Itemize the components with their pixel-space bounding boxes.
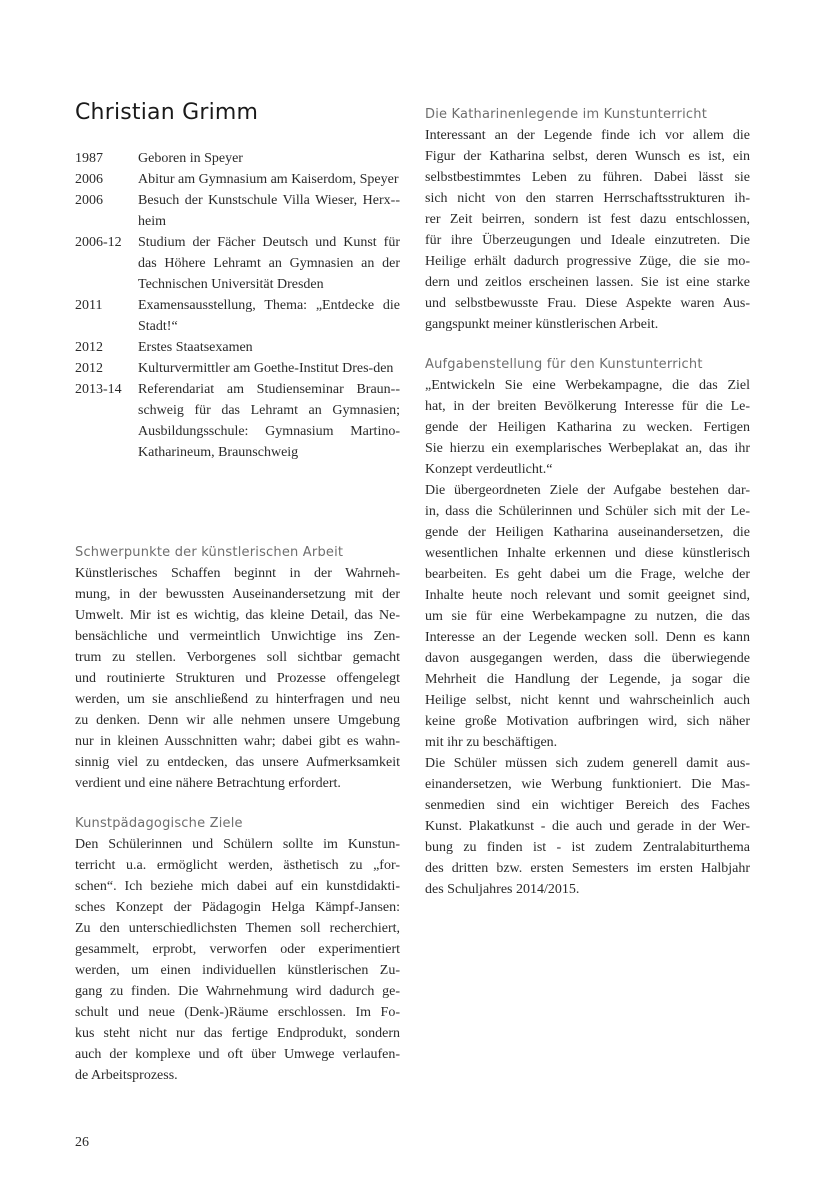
section-title-ziele: Kunstpädagogische Ziele <box>75 816 243 831</box>
text-line: zu denken. Denn wir alle nehmen unsere Umgebung <box>75 713 400 728</box>
bio-text: Kulturvermittler am Goethe-Institut Dres-den <box>138 361 394 376</box>
text-line: Den Schülerinnen und Schülern sollte im Kunstun- <box>75 837 400 852</box>
text-line: werden, um sie anschließend zu hinterfragen und neu <box>75 692 400 707</box>
biography-list <box>75 148 400 463</box>
text-line: Interesse an der Legende wecken soll. Denn es kann <box>425 630 750 645</box>
bio-text: Studium der Fächer Deutsch und Kunst für das Höhere Lehramt an Gymnasien an der Technischen Universität Dresden <box>138 235 400 292</box>
text-line: schen“. Ich beziehe mich dabei auf ein kunstdidakti- <box>75 879 400 894</box>
bio-year: 2012 <box>75 361 103 376</box>
bio-entry <box>75 169 400 190</box>
text-line: für ihre Überzeugungen und Ideale einzutreten. Die <box>425 233 750 248</box>
text-line: Sie hierzu ein exemplarisches Werbeplakat an, das ihr <box>425 441 750 456</box>
text-line: nur in kleinen Ausschnitten wahr; dabei gibt es wahn- <box>75 734 400 749</box>
text-line: auch der komplexe und oft über Umwege verlaufen- <box>75 1047 400 1062</box>
bio-entry <box>75 379 400 463</box>
text-line: senmedien sind ein wichtiger Bereich des Faches <box>425 798 750 813</box>
text-line: verdient und eine nähere Betrachtung erfordert. <box>75 776 341 791</box>
text-line: gesammelt, erprobt, verworfen oder experimentiert <box>75 942 400 957</box>
text-line: Interessant an der Legende finde ich vor allem die <box>425 128 750 143</box>
section-title-legende: Die Katharinenlegende im Kunstunterricht <box>425 107 707 122</box>
text-line: des Schuljahres 2014/2015. <box>425 882 580 897</box>
bio-entry <box>75 295 400 337</box>
text-line: gang zu finden. Die Wahrnehmung wird dadurch ge- <box>75 984 400 999</box>
text-line: Heilige erhält dadurch progressive Züge, die sie mo- <box>425 254 750 269</box>
text-line: Die Schüler müssen sich zudem generell damit aus- <box>425 756 750 771</box>
text-line: sinnig viel zu entdecken, das unsere Aufmerksamkeit <box>75 755 400 770</box>
bio-entry <box>75 190 400 232</box>
text-line: bung zu finden ist - ist zudem Zentralabiturthema <box>425 840 750 855</box>
bio-text: Erstes Staatsexamen <box>138 340 253 355</box>
bio-year: 2013-14 <box>75 382 122 397</box>
bio-text: Referendariat am Studienseminar Braun-schweig für das Lehramt an Gymnasien; Ausbildungsschule: Gymnasium Martino-Katharineum, Braunschweig <box>138 382 400 460</box>
text-line: schult und neue (Denk-)Räume erschlossen. Im Fo- <box>75 1005 400 1020</box>
text-line: Konzept verdeutlicht.“ <box>425 462 553 477</box>
author-name: Christian Grimm <box>75 100 259 125</box>
bio-entry <box>75 148 400 169</box>
text-line: um sie für eine Werbekampagne zu nutzen, die das <box>425 609 750 624</box>
text-line: gende der Heiligen Katharina auseinandersetzen, die <box>425 525 750 540</box>
text-line: „Entwickeln Sie eine Werbekampagne, die das Ziel <box>425 378 750 393</box>
text-line: rer Zeit beirren, sondern ist fest dazu entschlossen, <box>425 212 750 227</box>
text-line: Figur der Katharina selbst, deren Wunsch es ist, ein <box>425 149 750 164</box>
section-body-ziele <box>75 834 400 1086</box>
text-line: bensächliche und vermeintlich Unwichtige ins Zen- <box>75 629 400 644</box>
bio-year: 2006-12 <box>75 235 122 250</box>
text-line: werden, um einen individuellen künstlerischen Zu- <box>75 963 400 978</box>
text-line: mung, in der bewussten Auseinandersetzung mit der <box>75 587 400 602</box>
section-body-aufgabe <box>425 375 750 900</box>
text-line: Die übergeordneten Ziele der Aufgabe bestehen dar- <box>425 483 750 498</box>
text-line: davon ausgegangen werden, dass die überwiegende <box>425 651 750 666</box>
text-line: de Arbeitsprozess. <box>75 1068 178 1083</box>
text-line: in, dass die Schülerinnen und Schüler sich mit der Le- <box>425 504 750 519</box>
text-line: Umwelt. Mir ist es wichtig, das kleine Detail, das Ne- <box>75 608 400 623</box>
section-title-schwerpunkte: Schwerpunkte der künstlerischen Arbeit <box>75 545 344 560</box>
text-line: hat, in der breiten Bevölkerung Interesse für die Le- <box>425 399 750 414</box>
text-line: dern und zeitlos erscheinen lassen. Sie ist eine starke <box>425 275 750 290</box>
text-line: selbstbestimmtes Leben zu führen. Dabei lässt sie <box>425 170 750 185</box>
text-line: kus steht nicht nur das fertige Endprodukt, sondern <box>75 1026 400 1041</box>
bio-year: 2006 <box>75 172 103 187</box>
text-line: sches Konzept der Pädagogin Helga Kämpf-Jansen: <box>75 900 400 915</box>
text-line: des dritten bzw. ersten Semesters im ersten Halbjahr <box>425 861 750 876</box>
section-title-aufgabe: Aufgabenstellung für den Kunstunterricht <box>425 357 703 372</box>
section-body-schwerpunkte <box>75 563 400 794</box>
bio-year: 2011 <box>75 298 103 313</box>
text-line: Kunst. Plakatkunst - die auch und gerade in der Wer- <box>425 819 750 834</box>
bio-entry <box>75 358 400 379</box>
text-line: Mehrheit die Handlung der Legende, ja sogar die <box>425 672 750 687</box>
text-line: mit ihr zu beschäftigen. <box>425 735 558 750</box>
text-line: wesentlichen Inhalte erkennen und diese künstlerisch <box>425 546 750 561</box>
text-line: terricht u.a. ermöglicht werden, ästhetisch zu „for- <box>75 858 400 873</box>
bio-text: Besuch der Kunstschule Villa Wieser, Herx-heim <box>138 193 400 229</box>
section-body-legende <box>425 125 750 335</box>
text-line: Zu den unterschiedlichsten Themen soll recherchiert, <box>75 921 400 936</box>
bio-text: Examensausstellung, Thema: „Entdecke die Stadt!“ <box>138 298 400 334</box>
text-line: bearbeiten. Es geht dabei um die Frage, welche der <box>425 567 750 582</box>
text-line: sich nicht von den starren Herrschaftsstrukturen ih- <box>425 191 750 206</box>
text-line: Künstlerisches Schaffen beginnt in der Wahrneh- <box>75 566 400 581</box>
bio-year: 1987 <box>75 151 103 166</box>
bio-entry <box>75 337 400 358</box>
text-line: einandersetzen, wie Werbung funktioniert. Die Mas- <box>425 777 750 792</box>
text-line: Heilige selbst, nicht kennt und wahrscheinlich auch <box>425 693 750 708</box>
bio-year: 2012 <box>75 340 103 355</box>
text-line: und selbstbewusste Frau. Diese Aspekte waren Aus- <box>425 296 750 311</box>
text-line: und routinierte Strukturen und Prozesse offengelegt <box>75 671 400 686</box>
text-line: gangspunkt meiner künstlerischen Arbeit. <box>425 317 659 332</box>
bio-year: 2006 <box>75 193 103 208</box>
bio-text: Geboren in Speyer <box>138 151 243 166</box>
text-line: gende der Heiligen Katharina zu wecken. Fertigen <box>425 420 750 435</box>
text-line: trum zu stellen. Verborgenes soll sichtbar gemacht <box>75 650 400 665</box>
text-line: keine große Motivation aufbringen wird, sich näher <box>425 714 750 729</box>
bio-text: Abitur am Gymnasium am Kaiserdom, Speyer <box>138 172 399 187</box>
text-line: Inhalte heute noch relevant und somit geeignet sind, <box>425 588 750 603</box>
bio-entry <box>75 232 400 295</box>
page-number: 26 <box>75 1135 89 1150</box>
